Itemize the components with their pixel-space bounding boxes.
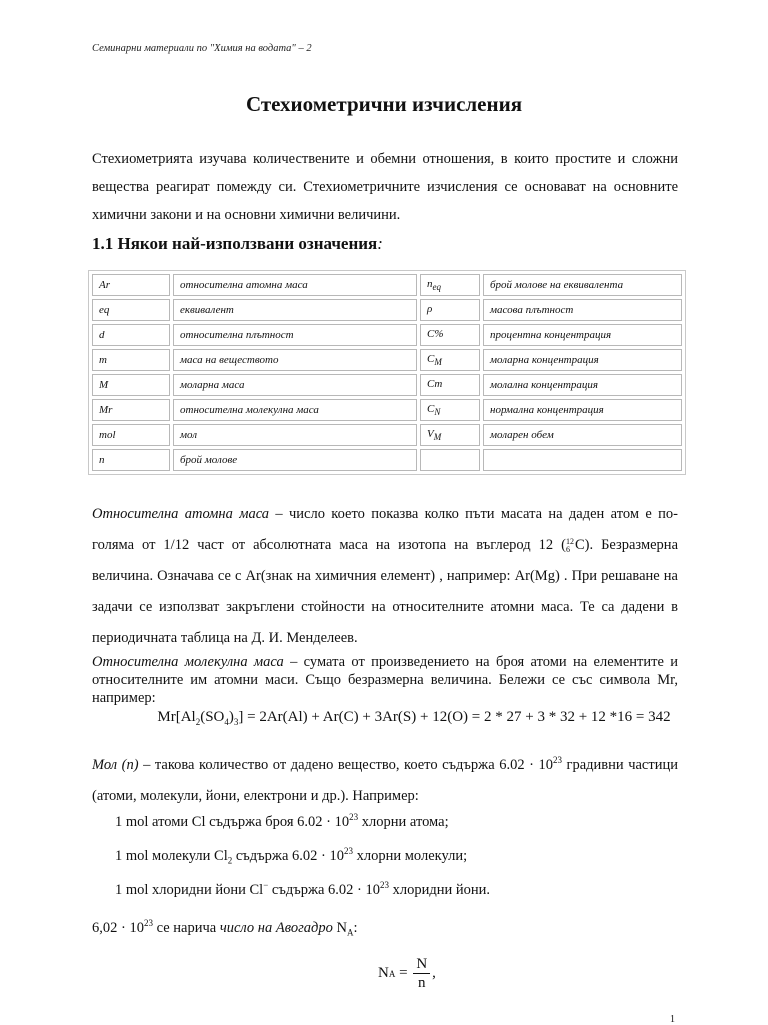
mole-paragraph [92,745,678,812]
notation-symbol: eq [92,299,170,321]
isotope-notation [566,538,574,554]
section-heading-colon: : [377,234,383,253]
p2-text-2: , например: [92,672,678,706]
section-heading-text: 1.1 Някои най-използвани означения [92,234,378,253]
notation-symbol: mol [92,424,170,446]
formula-equals: = [395,965,412,981]
p3-text-1: – такова количество от дадено вещество, което съдържа [138,756,500,773]
notation-description: брой молове на еквивалента [483,274,682,296]
notation-description: относителна плътност [173,324,417,346]
notation-row [92,349,682,371]
notation-description: относителна атомна маса [173,274,417,296]
avogadro-text-1: се нарича [152,919,220,936]
notation-description: маса на веществото [173,349,417,371]
avogadro-line [92,918,357,938]
line2-pre: 1 mol молекули Cl [115,847,228,864]
notation-symbol: Mr [92,399,170,421]
notation-symbol [420,424,480,446]
running-header: Семинарни материали по "Химия на водата" – 2 [92,43,312,54]
fraction-numerator: N [413,955,430,974]
notation-symbol [420,324,480,346]
term-mole: Мол (n) [92,756,139,773]
notation-symbol: d [92,324,170,346]
notation-symbol-base: C [427,352,435,365]
p1-text-1: – число което показва колко пъти масата на даден атом е по-голяма от 1/12 част от абсолютната маса на изотопа на въглерод 12 ( [92,506,678,553]
notation-description: процентна концентрация [483,324,682,346]
line3-mid: съдържа 6.02 · 10 [268,881,380,898]
p1-text-2: ). Безразмерна величина. Означава се с [92,537,678,584]
notation-description: моларна маса [173,374,417,396]
formula-lhs: N [378,965,389,981]
line3-post: хлоридни йони. [388,881,491,898]
p3-text-2: градивни частици (атоми, молекули, йони, електрони и др.). Например: [92,756,678,804]
line2-mid: съдържа 6.02 · 10 [232,847,344,864]
notation-symbol-base: V [427,427,434,440]
notation-description: мол [173,424,417,446]
formula-part-d: ] = 2Ar(Al) + Ar(C) + 3Ar(S) + 12(O) = 2 * 27 + 3 * 32 + 12 *16 = 342 [238,709,671,725]
formula-part-b: (SO [200,709,225,725]
notation-row [92,299,682,321]
notation-symbol [420,349,480,371]
formula-tail: , [432,965,436,981]
section-heading [92,234,383,254]
term-relative-atomic-mass: Относителна атомна маса [92,506,270,522]
notation-description: относителна молекулна маса [173,399,417,421]
line1-post: хлорни атома; [358,813,449,830]
example-line-ions [115,880,490,899]
notation-row [92,424,682,446]
notation-symbol-base: C [427,402,435,415]
line2-sub: 2 [227,855,233,866]
avogadro-symbol: N [332,919,347,936]
line3-charge: − [263,880,269,890]
notation-table-body [92,274,682,471]
formula-part-a: Mr[Al [157,709,196,725]
isotope-symbol: C [574,537,585,553]
formula-sub-a: 2 [195,717,201,727]
line2-post: хлорни молекули; [352,847,468,864]
notation-symbol: M [92,374,170,396]
p3-number: 6.02 · 10 [499,756,553,773]
notation-symbol [420,399,480,421]
line1-exp: 23 [349,812,359,822]
relative-molecular-mass-paragraph [92,653,678,707]
notation-row [92,274,682,296]
notation-symbol-subscript: eq [432,282,441,293]
notation-symbol-subscript: N [434,407,441,418]
formula-sub-b: 4 [224,717,229,727]
notation-symbol-subscript: M [433,432,442,443]
intro-paragraph: Стехиометрията изучава количествените и обемни отношения, в които простите и сложни вещества реагират помежду си. Стехиометричните изчисления се основават на основните химични закони и на основни химични величини. [92,151,678,223]
avogadro-formula [378,955,436,992]
example-line-atoms [115,812,449,831]
formula-lhs-sub: A [388,968,396,979]
notation-symbol-base: n [427,277,433,290]
notation-symbol: Ar [92,274,170,296]
notation-symbol [420,299,480,321]
formula-sub-c: 3 [233,717,239,727]
molecular-mass-formula [30,709,768,727]
example-line-molecules [115,846,467,866]
fraction-denominator: n [417,975,426,991]
avogadro-colon: : [353,919,358,936]
notation-symbol [420,274,480,296]
notation-description: еквивалент [173,299,417,321]
ar-mg-example: Ar(Mg) [514,568,560,584]
term-avogadro: число на Авогадро [219,919,333,936]
notation-symbol-subscript: M [434,357,442,368]
line3-pre: 1 mol хлоридни йони Cl [115,881,264,898]
line3-exp: 23 [379,880,389,890]
notation-symbol [420,449,480,471]
notation-row [92,449,682,471]
notation-symbol: n [92,449,170,471]
avogadro-number: 6,02 · 10 [92,919,144,936]
relative-atomic-mass-paragraph [92,499,678,654]
ar-symbol: Ar [245,568,261,584]
p1-text-4: . При решаване на задачи се използват закръглени стойности на относителните атомни маса. Те са дадени в периодичната таблица на Д. И. Менделеев. [92,568,678,646]
notation-description: моларен обем [483,424,682,446]
page-number: 1 [670,1014,675,1025]
isotope-mass-number: 12 [565,536,574,546]
avogadro-symbol-sub: A [346,927,354,938]
notation-description: моларна концентрация [483,349,682,371]
isotope-atomic-number: 6 [565,544,570,554]
notation-description: молална концентрация [483,374,682,396]
fraction [413,955,430,992]
notation-description [483,449,682,471]
p1-text-3: (знак на химичния елемент) , например: [260,568,515,584]
avogadro-exponent: 23 [143,918,153,928]
line1-pre: 1 mol атоми Cl съдържа броя 6.02 · 10 [115,813,350,830]
p2-text-1: – сумата от произведението на броя атоми на елементите и относителните им атомни маси. Също безразмерна величина. Бележи се със символа [92,654,678,688]
notation-row [92,324,682,346]
notation-description: масова плътност [483,299,682,321]
notation-description: брой молове [173,449,417,471]
notation-table [88,270,686,475]
line2-exp: 23 [343,846,353,856]
term-relative-molecular-mass: Относителна молекулна маса [92,654,284,670]
notation-row [92,374,682,396]
notation-symbol [420,374,480,396]
page-title: Стехиометрични изчисления [245,92,523,116]
notation-symbol-base: ρ [427,302,433,315]
p3-exponent: 23 [552,755,562,765]
notation-symbol-base: C% [427,327,444,340]
notation-row [92,399,682,421]
formula-part-c: ) [228,709,234,725]
notation-symbol: m [92,349,170,371]
notation-symbol-base: Cm [427,377,443,390]
notation-description: нормална концентрация [483,399,682,421]
mr-symbol: Mr [657,672,675,688]
